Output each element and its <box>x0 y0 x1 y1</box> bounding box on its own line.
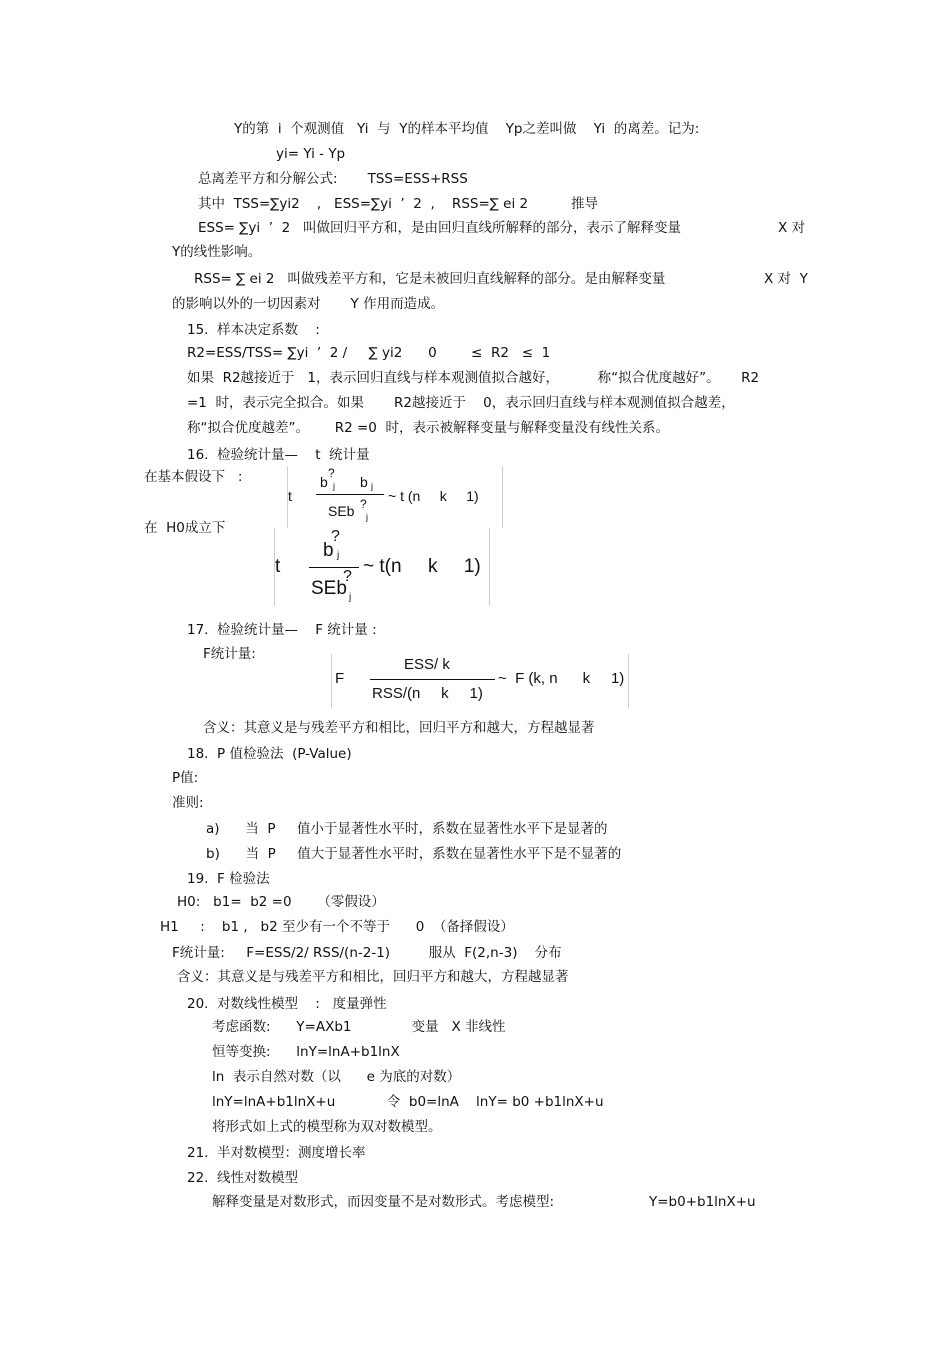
text-line: 其中 TSS=∑yi2 , ESS=∑yi ’ 2 , RSS=∑ ei 2 推导 <box>198 196 599 212</box>
formula-symbol: SEb <box>311 578 347 599</box>
text-line: yi= Yi - Yp <box>276 146 346 162</box>
text-line: ln 表示自然对数（以 e 为底的对数） <box>212 1069 461 1085</box>
formula-symbol: ~ t (n k 1) <box>388 488 479 504</box>
list-item: b) 当 P 值大于显著性水平时，系数在显著性水平下是不显著的 <box>206 846 622 862</box>
formula-symbol: ESS/ k <box>404 656 450 673</box>
formula-symbol: RSS/(n k 1) <box>372 685 483 702</box>
text-line: 称“拟合优度越差”。 R2 =0 时，表示被解释变量与解释变量没有线性关系。 <box>187 420 669 436</box>
text-line: 在 H0成立下 <box>144 520 226 536</box>
text-line: =1 时，表示完全拟合。如果 R2越接近于 0，表示回归直线与样本观测值拟合越差， <box>187 395 735 411</box>
formula-symbol: j <box>366 512 368 522</box>
formula-symbol: ~ F (k, n k 1) <box>498 670 625 687</box>
formula-symbol: j <box>349 592 352 603</box>
text-line: ESS= ∑yi ’ 2 叫做回归平方和，是由回归直线所解释的部分，表示了解释变量 <box>198 220 682 236</box>
text-line: 恒等变换: lnY=lnA+b1lnX <box>212 1044 400 1060</box>
formula-symbol: SEb <box>328 503 355 519</box>
text-line: 解释变量是对数形式，而因变量不是对数形式。考虑模型: <box>212 1194 555 1210</box>
text-line: R2=ESS/TSS= ∑yi ’ 2 / ∑ yi2 0 ≤ R2 ≤ 1 <box>187 345 551 361</box>
text-line: X 对 <box>778 220 806 236</box>
section-heading: 21. 半对数模型：测度增长率 <box>187 1145 366 1161</box>
formula-symbol: ? <box>343 568 352 585</box>
formula-symbol: F <box>335 670 345 687</box>
section-heading: 20. 对数线性模型 : 度量弹性 <box>187 996 387 1012</box>
text-line: 将形式如上式的模型称为双对数模型。 <box>212 1119 442 1135</box>
section-heading: 22. 线性对数模型 <box>187 1170 299 1186</box>
text-line: X 对 Y <box>764 271 808 287</box>
text-line: 的影响以外的一切因素对 Y 作用而造成。 <box>172 296 445 312</box>
text-line: lnY=lnA+b1lnX+u 令 b0=lnA lnY= b0 +b1lnX+u <box>212 1094 604 1110</box>
formula-symbol: b <box>320 474 328 490</box>
section-heading: 15. 样本决定系数 : <box>187 322 320 338</box>
text-line: 如果 R2越接近于 1，表示回归直线与样本观测值拟合越好， 称“拟合优度越好”。 R2 <box>187 370 760 386</box>
formula-symbol: b <box>360 474 368 490</box>
section-heading: 18. P 值检验法 (P-Value) <box>187 746 352 762</box>
section-heading: 17. 检验统计量— F 统计量 : <box>187 622 377 638</box>
formula-symbol: j <box>333 481 335 491</box>
text-line: Y=b0+b1lnX+u <box>649 1194 756 1210</box>
fraction-bar <box>316 494 384 495</box>
section-heading: 19. F 检验法 <box>187 871 270 887</box>
text-line: F统计量: <box>203 646 256 662</box>
text-line: RSS= ∑ ei 2 叫做残差平方和，它是未被回归直线解释的部分。是由解释变量 <box>194 271 666 287</box>
formula-f <box>331 654 629 708</box>
formula-symbol: ? <box>360 497 367 511</box>
text-line: 含义：其意义是与残差平方和相比，回归平方和越大，方程越显著 <box>177 969 569 985</box>
formula-symbol: ~ t(n k 1) <box>363 556 481 577</box>
text-line: Y的线性影响。 <box>172 244 262 260</box>
list-item: a) 当 P 值小于显著性水平时，系数在显著性水平下是显著的 <box>206 821 608 837</box>
text-line: H0: b1= b2 =0 （零假设） <box>177 894 385 910</box>
formula-symbol: b <box>323 540 334 561</box>
formula-symbol: j <box>371 481 373 491</box>
formula-symbol: ? <box>328 466 335 480</box>
text-line: 含义：其意义是与残差平方和相比，回归平方和越大，方程越显著 <box>203 720 595 736</box>
text-line: Y的第 i 个观测值 Yi 与 Y的样本平均值 Yp之差叫做 Yi 的离差。记为: <box>234 121 700 137</box>
formula-t-h0 <box>274 528 490 606</box>
fraction-bar <box>370 679 495 680</box>
text-line: 在基本假设下 : <box>144 469 243 485</box>
text-line: F统计量: F=ESS/2/ RSS/(n-2-1) 服从 F(2,n-3) 分布 <box>172 945 562 961</box>
text-line: 考虑函数: Y=AXb1 变量 X 非线性 <box>212 1019 506 1035</box>
section-heading: 16. 检验统计量— t 统计量 <box>187 447 370 463</box>
formula-symbol: t <box>288 488 292 504</box>
text-line: 总离差平方和分解公式: TSS=ESS+RSS <box>198 171 468 187</box>
text-line: P值: <box>172 770 199 786</box>
formula-symbol: ? <box>331 528 340 545</box>
formula-symbol: t <box>275 556 281 577</box>
formula-t-basic <box>287 466 503 528</box>
formula-symbol: j <box>337 550 340 561</box>
text-line: 准则: <box>172 795 204 811</box>
text-line: H1 : b1 , b2 至少有一个不等于 0 （备择假设） <box>160 919 514 935</box>
